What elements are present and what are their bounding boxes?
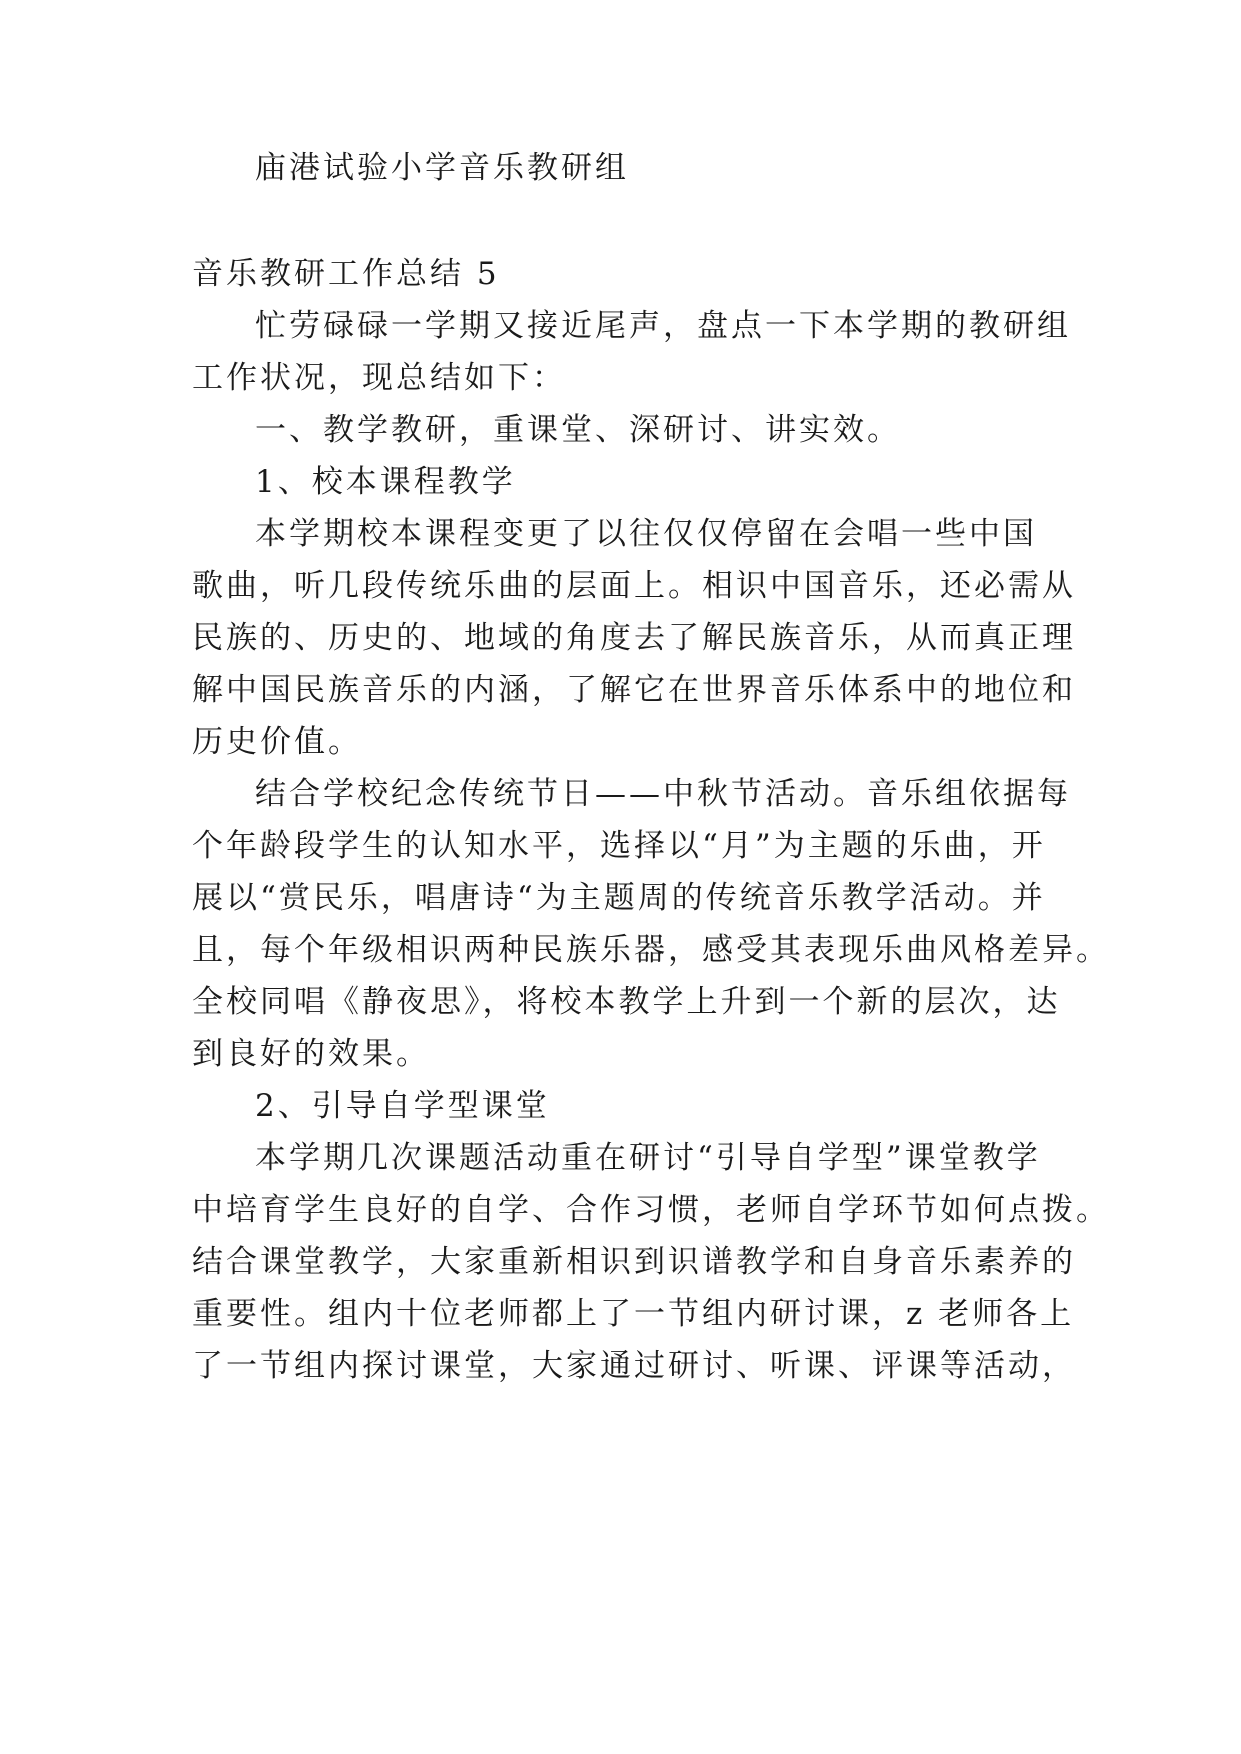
paragraph-line: 结合学校纪念传统节日——中秋节活动。音乐组依据每 [255,776,1071,812]
paragraph-line: 且，每个年级相识两种民族乐器，感受其表现乐曲风格差异。 [192,932,1110,968]
signature-line: 庙港试验小学音乐教研组 [255,150,629,186]
paragraph-line: 民族的、历史的、地域的角度去了解民族音乐，从而真正理 [192,620,1076,656]
paragraph-line: 结合课堂教学，大家重新相识到识谱教学和自身音乐素养的 [192,1244,1076,1280]
section-title: 音乐教研工作总结 5 [192,256,500,292]
paragraph-line: 本学期几次课题活动重在研讨“引导自学型”课堂教学 [255,1140,1041,1176]
paragraph-line: 解中国民族音乐的内涵，了解它在世界音乐体系中的地位和 [192,672,1076,708]
paragraph-line: 歌曲，听几段传统乐曲的层面上。相识中国音乐，还必需从 [192,568,1076,604]
paragraph-line: 展以“赏民乐，唱唐诗“为主题周的传统音乐教学活动。并 [192,880,1046,916]
paragraph-line: 个年龄段学生的认知水平，选择以“月”为主题的乐曲，开 [192,828,1046,864]
paragraph-line: 了一节组内探讨课堂，大家通过研讨、听课、评课等活动， [192,1348,1076,1384]
paragraph-line: 工作状况，现总结如下： [192,360,566,396]
paragraph-line: 本学期校本课程变更了以往仅仅停留在会唱一些中国 [255,516,1037,552]
paragraph-line: 中培育学生良好的自学、合作习惯，老师自学环节如何点拨。 [192,1192,1110,1228]
paragraph-line: 全校同唱《静夜思》，将校本教学上升到一个新的层次，达 [192,984,1061,1020]
paragraph-line: 忙劳碌碌一学期又接近尾声，盘点一下本学期的教研组 [255,308,1071,344]
heading-level-2: 2、引导自学型课堂 [255,1088,550,1124]
paragraph-line: 到良好的效果。 [192,1036,430,1072]
paragraph-line: 历史价值。 [192,724,362,760]
heading-level-2: 1、校本课程教学 [255,464,516,500]
heading-level-1: 一、教学教研，重课堂、深研讨、讲实效。 [255,412,901,448]
paragraph-line: 重要性。组内十位老师都上了一节组内研讨课，z 老师各上 [192,1296,1075,1332]
